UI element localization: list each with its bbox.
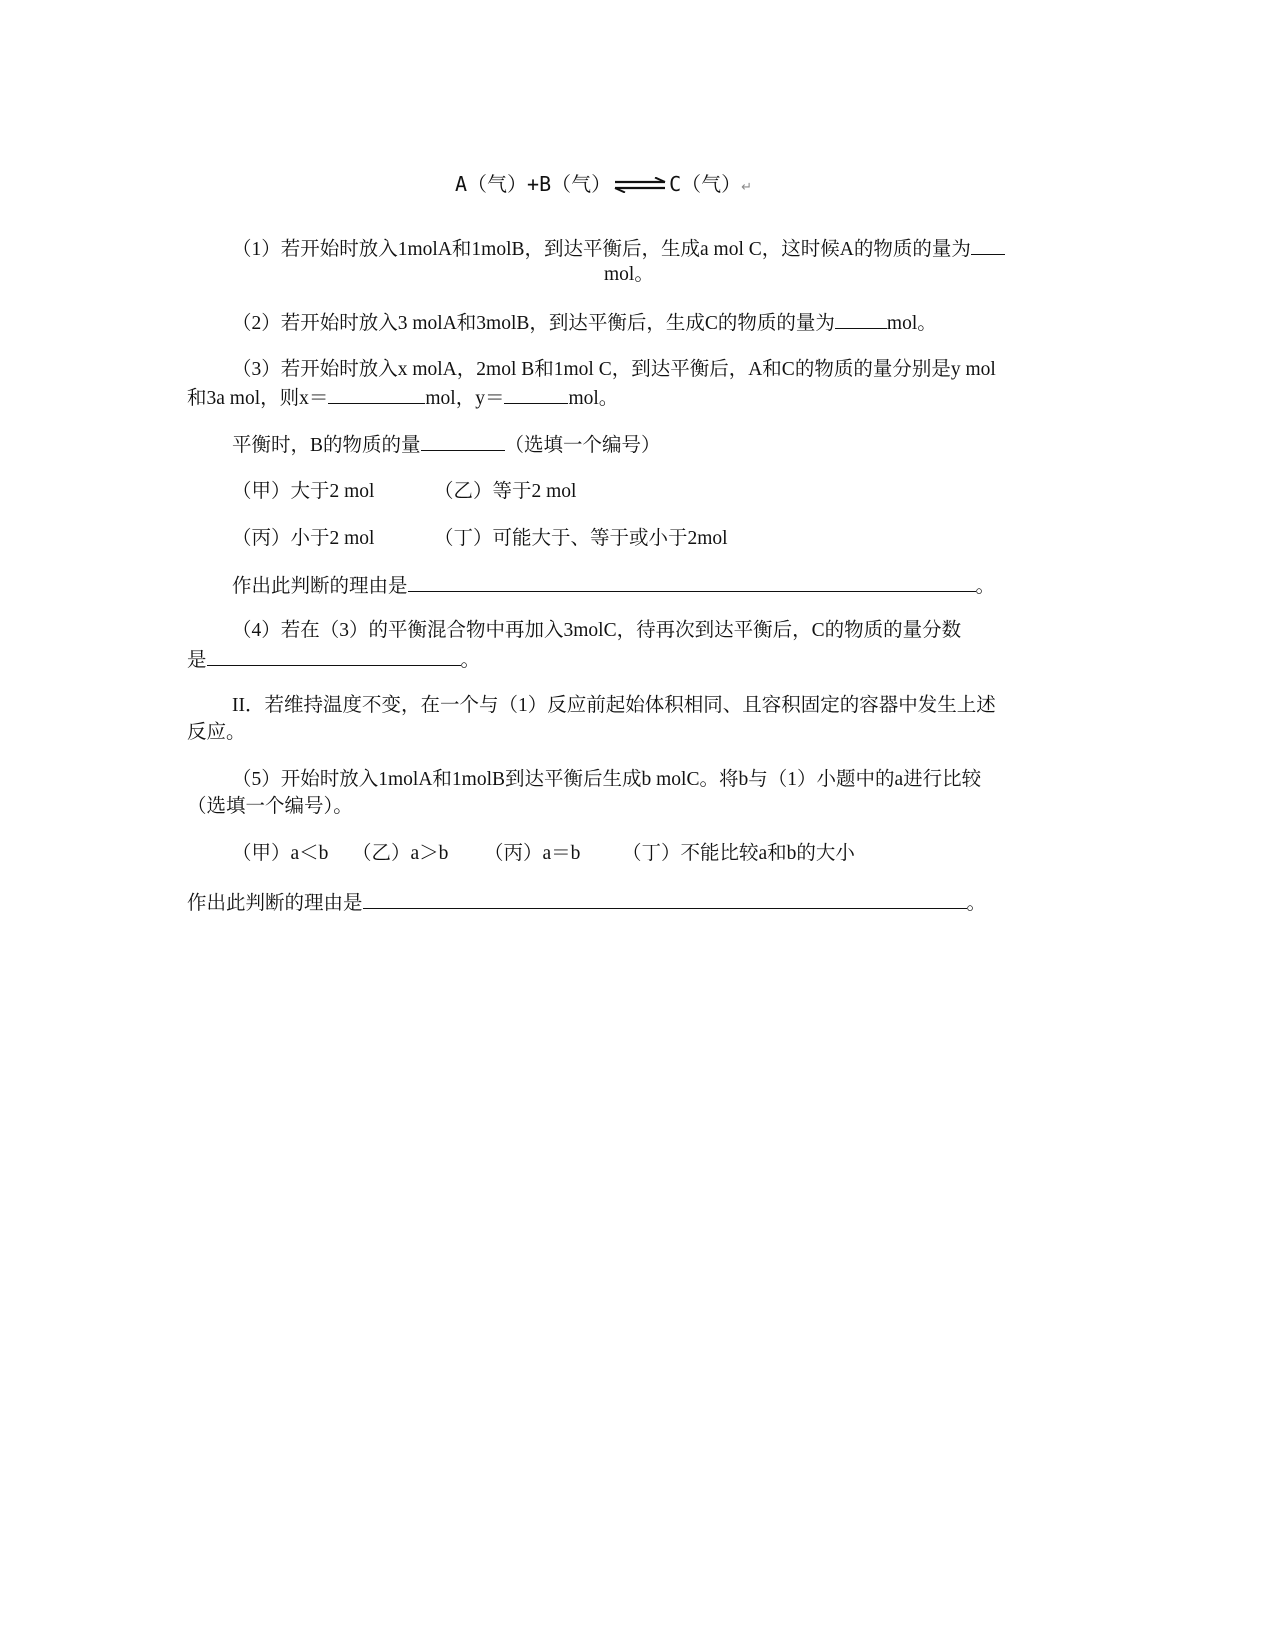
question-1-line-2: mol。 [604, 264, 654, 285]
part-2-line-2: 反应。 [187, 722, 246, 743]
answer-blank[interactable] [207, 647, 461, 666]
option-jia-2: （甲）a＜b [232, 843, 329, 864]
paragraph-return-icon: ↵ [741, 180, 753, 195]
option-yi-2: （乙）a＞b [352, 843, 449, 864]
balance-hint: （选填一个编号） [504, 435, 661, 456]
question-4-line-2 [187, 647, 480, 673]
answer-blank-x[interactable] [328, 385, 425, 404]
reason-2 [187, 890, 986, 916]
question-3-x-label: 和3a mol，则x＝ [187, 388, 329, 409]
answer-blank[interactable] [408, 573, 976, 592]
answer-blank[interactable] [835, 310, 887, 329]
question-4-end: 。 [460, 650, 481, 671]
reason-1-label: 作出此判断的理由是 [232, 576, 408, 597]
question-3-unit: mol。 [568, 388, 619, 409]
question-5-line-1: （5）开始时放入1molA和1molB到达平衡后生成b molC。将b与（1）小题中的a进行比较 [232, 769, 982, 790]
answer-blank-y[interactable] [504, 385, 568, 404]
question-5-line-2: （选填一个编号）。 [187, 796, 353, 817]
question-2 [232, 310, 937, 336]
answer-blank[interactable] [971, 236, 1005, 255]
balance-question [232, 432, 661, 458]
answer-blank[interactable] [421, 432, 505, 451]
balance-text: 平衡时，B的物质的量 [232, 435, 421, 456]
question-3-line-2 [187, 385, 618, 411]
equation-right: C（气） [669, 172, 742, 196]
reason-2-end: 。 [966, 893, 987, 914]
question-1-line-1 [232, 236, 1005, 262]
option-jia-1: （甲）大于2 mol [232, 481, 375, 502]
question-4-line-1: （4）若在（3）的平衡混合物中再加入3molC，待再次到达平衡后，C的物质的量分数 [232, 620, 962, 641]
option-ding-2: （丁）不能比较a和b的大小 [622, 843, 855, 864]
option-bing-1: （丙）小于2 mol [232, 528, 375, 549]
reason-2-label: 作出此判断的理由是 [187, 893, 363, 914]
question-1-text: （1）若开始时放入1molA和1molB，到达平衡后，生成a mol C，这时候A的物质的量为 [232, 239, 971, 260]
question-2-unit: mol。 [886, 313, 937, 334]
option-bing-2: （丙）a＝b [484, 843, 581, 864]
part-2-line-1: II．若维持温度不变，在一个与（1）反应前起始体积相同、且容积固定的容器中发生上述 [232, 695, 996, 716]
option-ding-1: （丁）可能大于、等于或小于2mol [434, 528, 728, 549]
answer-blank[interactable] [363, 890, 967, 909]
question-2-text: （2）若开始时放入3 molA和3molB，到达平衡后，生成C的物质的量为 [232, 313, 835, 334]
equilibrium-arrow-icon [613, 172, 667, 200]
reaction-equation [455, 170, 752, 202]
reason-1-end: 。 [975, 576, 996, 597]
question-4-text: 是 [187, 650, 207, 671]
question-3-y-label: mol，y＝ [425, 388, 505, 409]
reason-1 [232, 573, 995, 599]
option-yi-1: （乙）等于2 mol [434, 481, 577, 502]
equation-left: A（气）+B（气） [455, 172, 612, 196]
question-3-line-1: （3）若开始时放入x molA，2mol B和1mol C，到达平衡后，A和C的物质的量分别是y mol [232, 359, 996, 380]
